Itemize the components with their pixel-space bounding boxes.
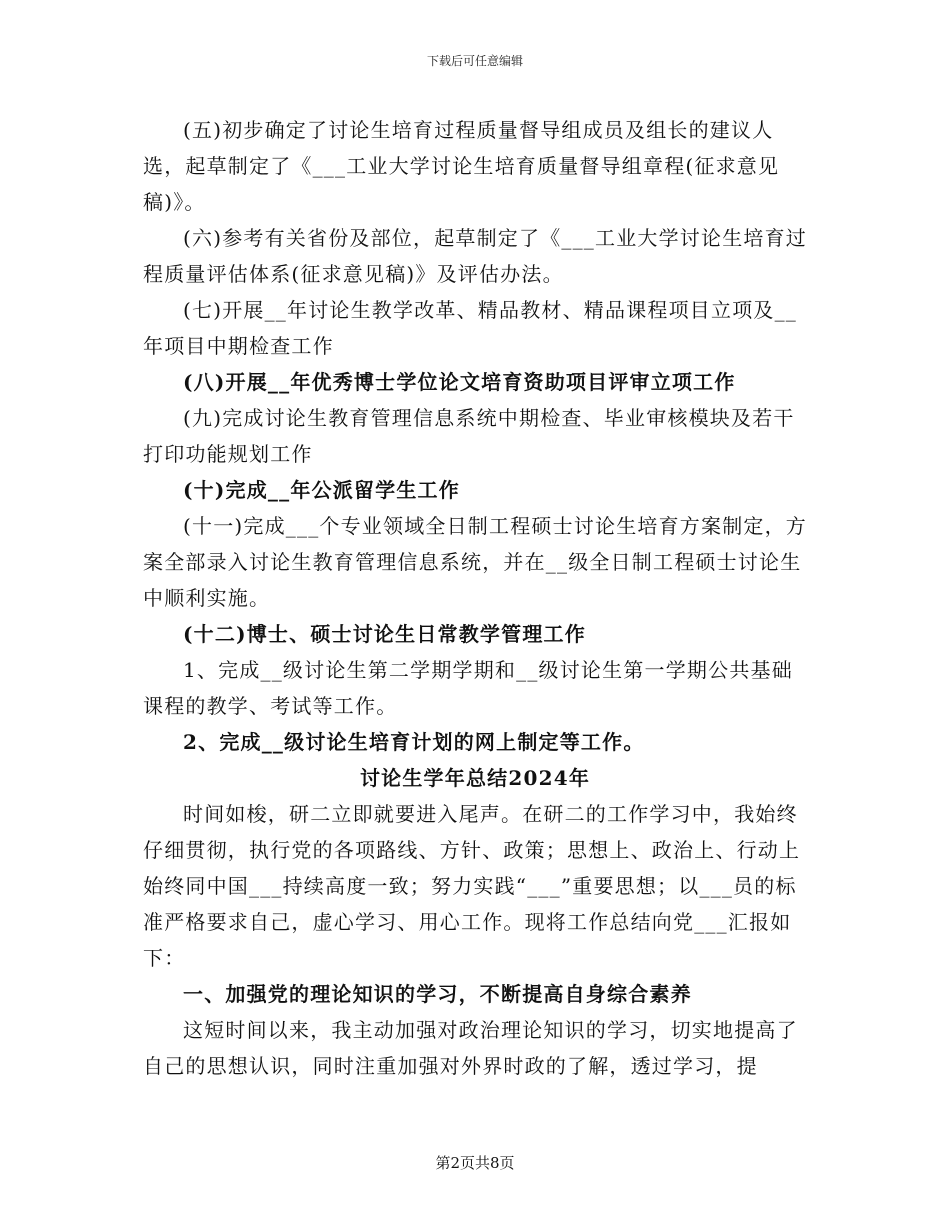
paragraph-8-heading: (八)开展__年优秀博士学位论文培育资助项目评审立项工作 [183, 370, 736, 394]
paragraph-6: (六)参考有关省份及部位，起草制定了《___工业大学讨论生培育过程质量评估体系(征求意见稿)》及评估办法。 [143, 226, 808, 286]
list-item-2: 2、完成__级讨论生培育计划的网上制定等工作。 [183, 730, 645, 754]
paragraph-7: (七)开展__年讨论生教学改革、精品教材、精品课程项目立项及__年项目中期检查工作 [143, 298, 798, 358]
list-item-1: 1、完成__级讨论生第二学期学期和__级讨论生第一学期公共基础课程的教学、考试等工作。 [143, 658, 793, 718]
page-header: 下载后可任意编辑 [426, 54, 523, 68]
paragraph-12-heading: (十二)博士、硕士讨论生日常教学管理工作 [183, 622, 586, 646]
paragraph-5: (五)初步确定了讨论生培育过程质量督导组成员及组长的建议人选，起草制定了《___工业大学讨论生培育质量督导组章程(征求意见稿)》。 [143, 118, 780, 214]
section-heading-1: 一、加强党的理论知识的学习，不断提高自身综合素养 [183, 982, 692, 1006]
paragraph-10-heading: (十)完成__年公派留学生工作 [183, 478, 460, 502]
body-paragraph: 这短时间以来，我主动加强对政治理论知识的学习，切实地提高了自己的思想认识，同时注重加强对外界时政的了解，透过学习，提 [143, 1018, 798, 1078]
paragraph-9: (九)完成讨论生教育管理信息系统中期检查、毕业审核模块及若干打印功能规划工作 [143, 406, 795, 466]
paragraph-11: (十一)完成___个专业领域全日制工程硕士讨论生培育方案制定，方案全部录入讨论生教育管理信息系统，并在__级全日制工程硕士讨论生中顺利实施。 [143, 514, 808, 610]
page-footer: 第2页共8页 [435, 1154, 515, 1172]
section-title: 讨论生学年总结2024年 [359, 766, 591, 790]
document-body [143, 112, 807, 1084]
intro-paragraph: 时间如梭，研二立即就要进入尾声。在研二的工作学习中，我始终仔细贯彻，执行党的各项路线、方针、政策；思想上、政治上、行动上始终同中国___持续高度一致；努力实践“___”重要思想；以___员的标准严格要求自己，虚心学习、用心工作。现将工作总结向党___汇报如下： [143, 802, 801, 970]
